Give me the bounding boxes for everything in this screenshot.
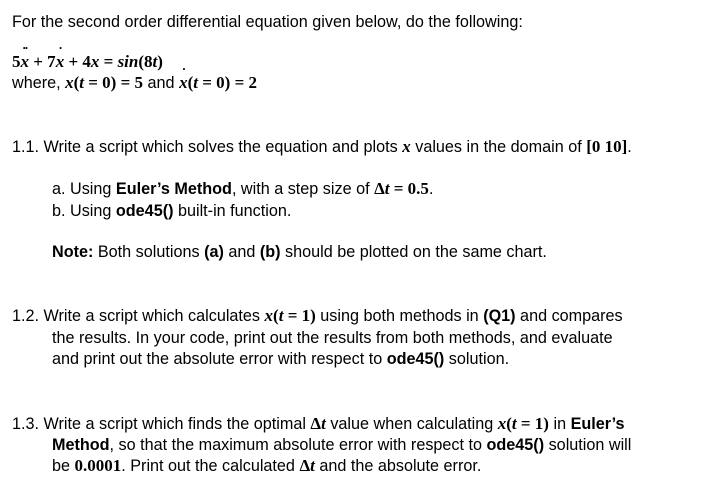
question-1-1-b bbox=[52, 201, 291, 221]
variable-x: x bbox=[402, 137, 411, 156]
initial-condition-xdot: · x(t = 0) = 2 bbox=[179, 73, 257, 92]
sub-text: , with a step size of bbox=[231, 180, 375, 198]
function-name: ode45() bbox=[115, 202, 174, 220]
question-text: value when calculating bbox=[325, 415, 498, 433]
question-number: 1.1. bbox=[12, 138, 40, 156]
x-at-t-1: x(t = 1) bbox=[264, 306, 316, 325]
x-at-t-1: x(t = 1) bbox=[497, 414, 549, 433]
differential-equation: 5·· x + 7· x + 4x = sin(8t) bbox=[12, 52, 163, 72]
question-text: solution will bbox=[544, 436, 632, 454]
question-text: solution. bbox=[444, 350, 510, 368]
question-text: . bbox=[627, 138, 632, 156]
question-text: Write a script which finds the optimal bbox=[43, 415, 311, 433]
question-1-3-line-3 bbox=[52, 456, 481, 476]
question-text: in bbox=[548, 415, 571, 433]
question-text: and print out the absolute error with respect to bbox=[52, 350, 387, 368]
sub-text: built-in function. bbox=[173, 202, 292, 220]
question-text: values in the domain of bbox=[410, 138, 587, 156]
note-text: should be plotted on the same chart. bbox=[280, 243, 547, 261]
note-ref-b: (b) bbox=[259, 243, 281, 261]
question-text: using both methods in bbox=[315, 307, 484, 325]
step-size: Δt = 0.5 bbox=[374, 179, 429, 198]
question-text: Write a script which calculates bbox=[43, 307, 265, 325]
note bbox=[52, 242, 547, 262]
method-name: Method bbox=[52, 436, 110, 454]
function-name: ode45() bbox=[386, 350, 445, 368]
sub-text: Using bbox=[70, 202, 116, 220]
question-1-1-a bbox=[52, 179, 433, 199]
question-text: , so that the maximum absolute error with respect to bbox=[109, 436, 487, 454]
question-1-2-line-3 bbox=[52, 349, 509, 369]
question-text: and compares bbox=[515, 307, 623, 325]
sub-label: a. bbox=[52, 180, 66, 198]
note-text: Both solutions bbox=[93, 243, 205, 261]
note-text: and bbox=[223, 243, 260, 261]
function-name: ode45() bbox=[486, 436, 545, 454]
question-1-1 bbox=[12, 137, 632, 157]
sub-text: Using bbox=[70, 180, 116, 198]
delta-t: Δt bbox=[310, 414, 326, 433]
question-number: 1.2. bbox=[12, 307, 40, 325]
sub-label: b. bbox=[52, 202, 66, 220]
question-1-2-line-1 bbox=[12, 306, 623, 326]
domain-interval: [0 10] bbox=[586, 137, 628, 156]
question-text: . Print out the calculated bbox=[121, 457, 300, 475]
note-label: Note: bbox=[52, 243, 94, 261]
initial-condition-x: x(t = 0) = 5 bbox=[65, 73, 144, 92]
question-text: Write a script which solves the equation and plots bbox=[43, 138, 403, 156]
question-1-3-line-1 bbox=[12, 414, 625, 434]
question-ref: (Q1) bbox=[483, 307, 516, 325]
delta-t: Δt bbox=[299, 456, 315, 475]
question-1-2-line-2: the results. In your code, print out the results from both methods, and evaluate bbox=[52, 329, 613, 347]
initial-conditions-prefix: where, bbox=[12, 74, 66, 92]
question-text: and the absolute error. bbox=[314, 457, 482, 475]
question-1-3-line-2 bbox=[52, 435, 631, 455]
method-name: Euler’s Method bbox=[115, 180, 232, 198]
method-name: Euler’s bbox=[570, 415, 625, 433]
initial-conditions bbox=[12, 73, 257, 93]
question-number: 1.3. bbox=[12, 415, 40, 433]
question-text: be bbox=[52, 457, 75, 475]
sub-text: . bbox=[428, 180, 434, 198]
note-ref-a: (a) bbox=[204, 243, 224, 261]
initial-conditions-connector: and bbox=[143, 74, 180, 92]
intro-text: For the second order differential equation given below, do the following: bbox=[12, 13, 523, 31]
error-threshold: 0.0001 bbox=[74, 456, 122, 475]
